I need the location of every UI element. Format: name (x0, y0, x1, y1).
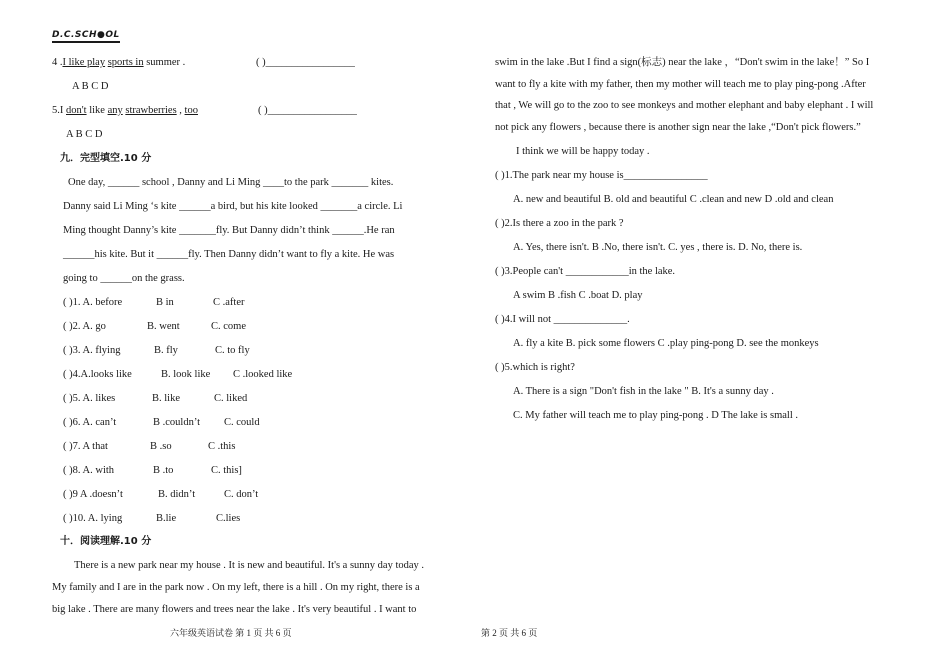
section-10-heading: 十．阅读理解.10 分 (60, 536, 152, 547)
cloze-q-1: ( )1. A. before (63, 297, 123, 308)
answer-blank-5: ( )_________________ (258, 105, 357, 116)
reading-q-5-options-ab: A. There is a sign "Don't fish in the lake " B. It's a sunny day . (513, 386, 774, 397)
page-right (475, 0, 950, 671)
reading-q-3: ( )3.People can't ____________in the lake. (495, 266, 676, 277)
cloze-q-1-c: C .after (213, 297, 245, 308)
cloze-q-3-c: C. to fly (215, 345, 250, 356)
cloze-q-6: ( )6. A. can’t (63, 417, 117, 428)
reading-line-6: that , We will go to the zoo to see monkeys and mother elephant and baby elephant . I will (495, 100, 874, 111)
options-5: A B C D (66, 129, 103, 140)
cloze-q-5: ( )5. A. likes (63, 393, 116, 404)
reading-q-1-options: A. new and beautiful B. old and beautiful C .clean and new D .old and clean (513, 194, 834, 205)
cloze-q-2-b: B. went (147, 321, 180, 332)
reading-q-4: ( )4.I will not ______________. (495, 314, 630, 325)
cloze-q-3-b: B. fly (154, 345, 178, 356)
cloze-q-1-b: B in (156, 297, 174, 308)
question-5: 5.I don't like any strawberries , too (52, 105, 198, 116)
reading-line-8: I think we will be happy today . (516, 146, 650, 157)
cloze-q-8: ( )8. A. with (63, 465, 115, 476)
cloze-line-1: One day, ______ school , Danny and Li Ming ____to the park _______ kites. (68, 177, 394, 188)
reading-q-5-options-cd: C. My father will teach me to play ping-pong . D The lake is small . (513, 410, 798, 421)
reading-q-2-options: A. Yes, there isn't. B .No, there isn't. C. yes , there is. D. No, there is. (513, 242, 803, 253)
school-logo: D.C.SCH●OL (52, 30, 120, 43)
reading-q-3-options: A swim B .fish C .boat D. play (513, 290, 643, 301)
cloze-q-10: ( )10. A. lying (63, 513, 123, 524)
reading-q-2: ( )2.Is there a zoo in the park ? (495, 218, 624, 229)
cloze-line-2: Danny said Li Ming ‘s kite ______a bird, but his kite looked _______a circle. Li (63, 201, 403, 212)
question-4: 4 .I like play sports in summer . (52, 57, 186, 68)
cloze-q-9-b: B. didn’t (158, 489, 196, 500)
cloze-q-5-b: B. like (152, 393, 180, 404)
reading-q-1: ( )1.The park near my house is________________ (495, 170, 708, 181)
cloze-q-7: ( )7. A that (63, 441, 108, 452)
cloze-q-9-c: C. don’t (224, 489, 259, 500)
cloze-q-5-c: C. liked (214, 393, 248, 404)
reading-q-5: ( )5.which is right? (495, 362, 575, 373)
cloze-q-9: ( )9 A .doesn’t (63, 489, 123, 500)
cloze-q-7-c: C .this (208, 441, 236, 452)
section-9-heading: 九．完型填空.10 分 (60, 153, 152, 164)
footer-left: 六年级英语试卷 第 1 页 共 6 页 (170, 628, 292, 638)
reading-line-5: want to fly a kite with my father, then my mother will teach me to play ping-pong .After (495, 79, 866, 90)
options-4: A B C D (72, 81, 109, 92)
cloze-q-8-b: B .to (153, 465, 174, 476)
cloze-q-7-b: B .so (150, 441, 172, 452)
cloze-q-4-b: B. look like (161, 369, 211, 380)
cloze-q-4-c: C .looked like (233, 369, 293, 380)
cloze-q-6-c: C. could (224, 417, 260, 428)
reading-q-4-options: A. fly a kite B. pick some flowers C .play ping-pong D. see the monkeys (513, 338, 819, 349)
cloze-q-3: ( )3. A. flying (63, 345, 121, 356)
cloze-q-10-c: C.lies (216, 513, 241, 524)
cloze-q-4: ( )4.A.looks like (63, 369, 132, 380)
cloze-line-5: going to ______on the grass. (63, 273, 185, 284)
cloze-q-6-b: B .couldn’t (153, 417, 201, 428)
cloze-q-2: ( )2. A. go (63, 321, 106, 332)
reading-line-1: There is a new park near my house . It is new and beautiful. It's a sunny day today . (74, 560, 425, 571)
footer-right: 第 2 页 共 6 页 (481, 628, 538, 638)
reading-line-7: not pick any flowers , because there is another sign near the lake ,“Don't pick flowers.” (495, 122, 861, 133)
reading-line-4: swim in the lake .But I find a sign(标志) near the lake ，“Don't swim in the lake！” So I (495, 57, 870, 68)
cloze-q-10-b: B.lie (156, 513, 177, 524)
reading-line-2: My family and I are in the park now . On my left, there is a hill . On my right, there is a (52, 582, 420, 593)
cloze-q-2-c: C. come (211, 321, 246, 332)
cloze-line-3: Ming thought Danny’s kite _______fly. But Danny didn’t think ______.He ran (63, 225, 395, 236)
cloze-line-4: ______his kite. But it ______fly. Then Danny didn’t want to fly a kite. He was (63, 249, 395, 260)
cloze-q-8-c: C. this] (211, 465, 242, 476)
reading-line-3: big lake . There are many flowers and trees near the lake . It's very beautiful . I want to (52, 604, 417, 615)
answer-blank-4: ( )_________________ (256, 57, 355, 68)
